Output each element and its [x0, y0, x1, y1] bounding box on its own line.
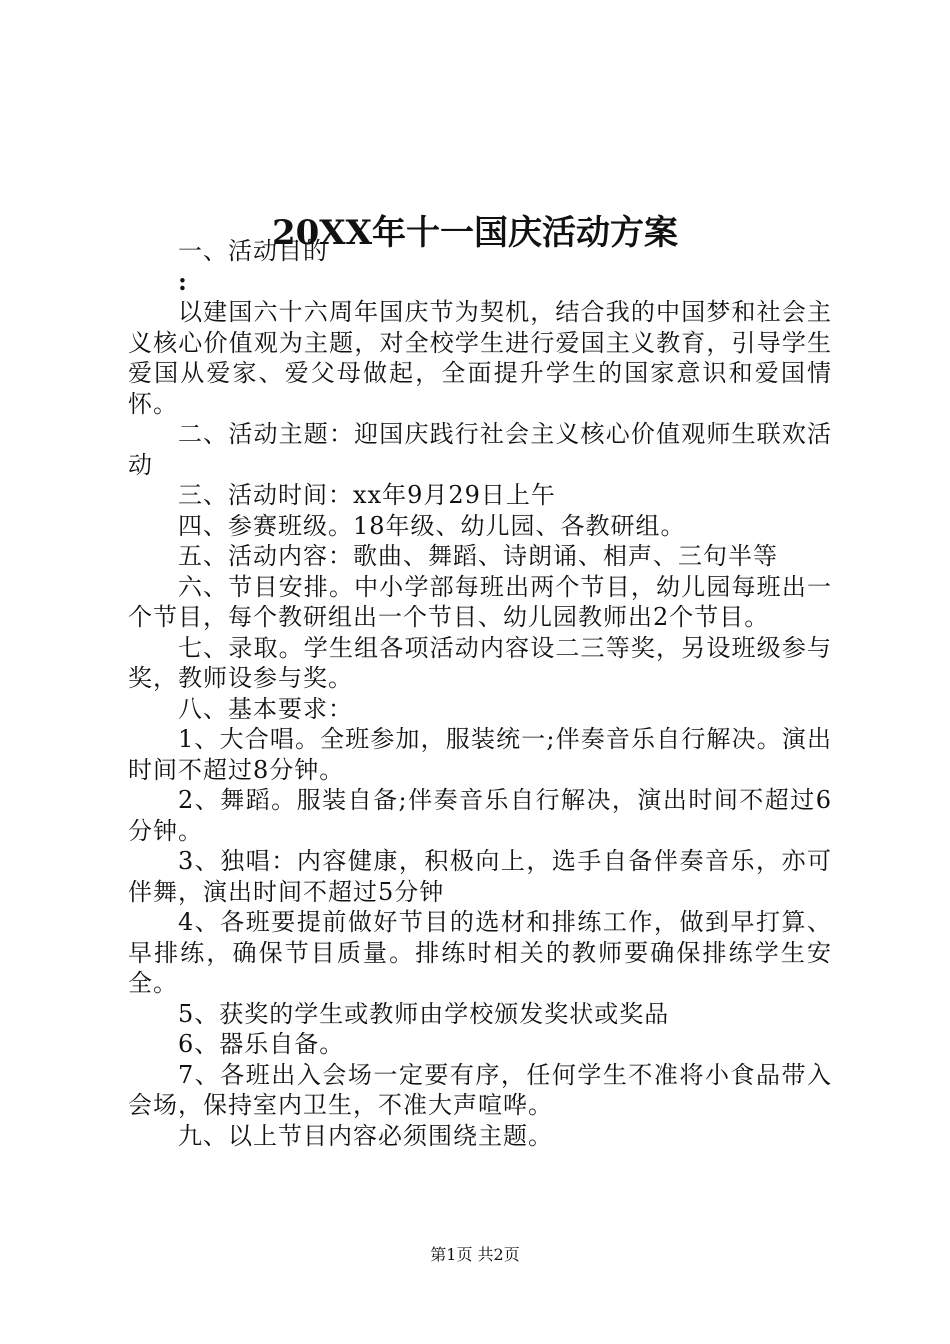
paragraph-requirements-heading: 八、基本要求：: [178, 694, 353, 723]
requirement-item-1: 1、大合唱。全班参加，服装统一;伴奏音乐自行解决。演出时间不超过8分钟。: [128, 725, 832, 784]
requirement-item-2: 2、舞蹈。服装自备;伴奏音乐自行解决，演出时间不超过6分钟。: [128, 786, 832, 845]
requirement-item-3: 3、独唱：内容健康，积极向上，选手自备伴奏音乐，亦可伴舞，演出时间不超过5分钟: [128, 847, 832, 906]
requirement-item-5: 5、获奖的学生或教师由学校颁发奖状或奖品: [178, 999, 670, 1028]
page-number-footer: 第1页 共2页: [430, 1245, 520, 1264]
paragraph-purpose-text: 以建国六十六周年国庆节为契机，结合我的中国梦和社会主义核心价值观为主题，对全校学生进行爱国主义教育，引导学生爱国从爱家、爱父母做起，全面提升学生的国家意识和爱国情怀。: [128, 298, 832, 418]
document-body: [128, 236, 832, 1151]
paragraph-classes: 四、参赛班级。18年级、幼儿园、各教研组。: [178, 511, 686, 540]
paragraph-time: 三、活动时间：xx年9月29日上午: [178, 481, 556, 509]
paragraph-arrangement: 六、节目安排。中小学部每班出两个节目，幼儿园每班出一个节目，每个教研组出一个节目、幼儿园教师出2个节目。: [128, 572, 832, 631]
requirement-item-4: 4、各班要提前做好节目的选材和排练工作，做到早打算、早排练，确保节目质量。排练时相关的教师要确保排练学生安全。: [128, 908, 832, 997]
paragraph-content: 五、活动内容：歌曲、舞蹈、诗朗诵、相声、三句半等: [178, 542, 778, 570]
requirement-item-6: 6、器乐自备。: [178, 1030, 345, 1058]
colon-line: :: [178, 266, 188, 296]
paragraph-closing: 九、以上节目内容必须围绕主题。: [178, 1121, 553, 1150]
document-title: 20XX年十一国庆活动方案: [271, 212, 679, 253]
paragraph-theme: 二、活动主题：迎国庆践行社会主义核心价值观师生联欢活动: [128, 420, 832, 479]
paragraph-awards: 七、录取。学生组各项活动内容设二三等奖，另设班级参与奖，教师设参与奖。: [128, 633, 832, 692]
section-heading-purpose: 一、活动目的: [178, 237, 328, 265]
requirement-item-7: 7、各班出入会场一定要有序，任何学生不准将小食品带入会场，保持室内卫生，不准大声喧哗。: [128, 1060, 832, 1119]
